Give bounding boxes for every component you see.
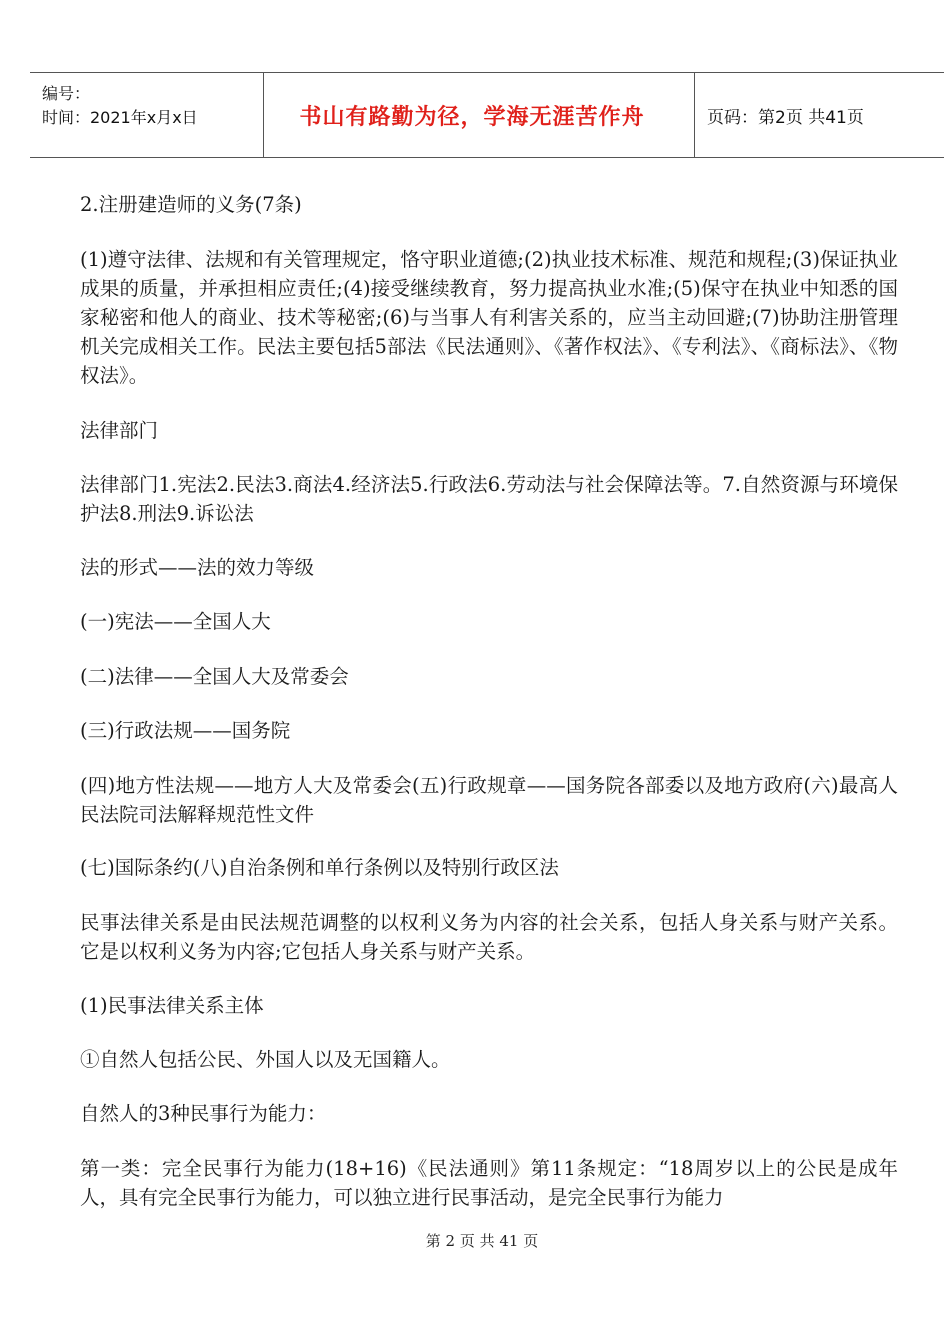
header-page-cell <box>695 73 944 157</box>
section-heading: 2.注册建造师的义务(7条) <box>80 193 302 216</box>
page-footer: 第 2 页 共 41 页 <box>425 1232 539 1250</box>
time-label: 时间：2021年x月x日 <box>42 108 198 127</box>
paragraph: 自然人的3种民事行为能力： <box>80 1102 327 1125</box>
paragraph: (1)遵守法律、法规和有关管理规定，恪守职业道德;(2)执业技术标准、规范和规程;(3)保证执业成果的质量，并承担相应责任;(4)接受继续教育，努力提高执业水准;(5)保守在执业中知悉的国家秘密和他人的商业、技术等秘密;(6)与当事人有利害关系的，应当主动回避;(7)协助注册管理机关完成相关工作。民法主要包括5部法《民法通则》、《著作权法》、《专利法》、《商标法》、《物权法》。 <box>80 248 898 387</box>
serial-label: 编号： <box>42 84 91 103</box>
paragraph: 法律部门1.宪法2.民法3.商法4.经济法5.行政法6.劳动法与社会保障法等。7.自然资源与环境保护法8.刑法9.诉讼法 <box>80 473 898 525</box>
paragraph: 民事法律关系是由民法规范调整的以权利义务为内容的社会关系，包括人身关系与财产关系。它是以权利义务为内容;它包括人身关系与财产关系。 <box>80 911 898 963</box>
list-item: (一)宪法——全国人大 <box>80 610 271 633</box>
motto: 书山有路勤为径，学海无涯苦作舟 <box>299 104 645 130</box>
sub-heading: (1)民事法律关系主体 <box>80 994 264 1017</box>
list-item: (四)地方性法规——地方人大及常委会(五)行政规章——国务院各部委以及地方政府(六)最高人民法院司法解释规范性文件 <box>80 774 898 826</box>
section-heading: 法律部门 <box>80 419 159 442</box>
header-motto-cell <box>264 73 695 157</box>
section-heading: 法的形式——法的效力等级 <box>80 556 315 579</box>
paragraph: ①自然人包括公民、外国人以及无国籍人。 <box>80 1048 451 1071</box>
list-item: (七)国际条约(八)自治条例和单行条例以及特别行政区法 <box>80 856 559 879</box>
paragraph: 第一类：完全民事行为能力(18+16)《民法通则》第11条规定：“18周岁以上的公民是成年人，具有完全民事行为能力，可以独立进行民事活动，是完全民事行为能力 <box>80 1157 898 1209</box>
list-item: (二)法律——全国人大及常委会 <box>80 665 349 688</box>
page-label: 页码：第2页 共41页 <box>707 107 864 128</box>
header-meta <box>30 73 264 157</box>
list-item: (三)行政法规——国务院 <box>80 719 291 742</box>
page-header <box>30 72 944 158</box>
